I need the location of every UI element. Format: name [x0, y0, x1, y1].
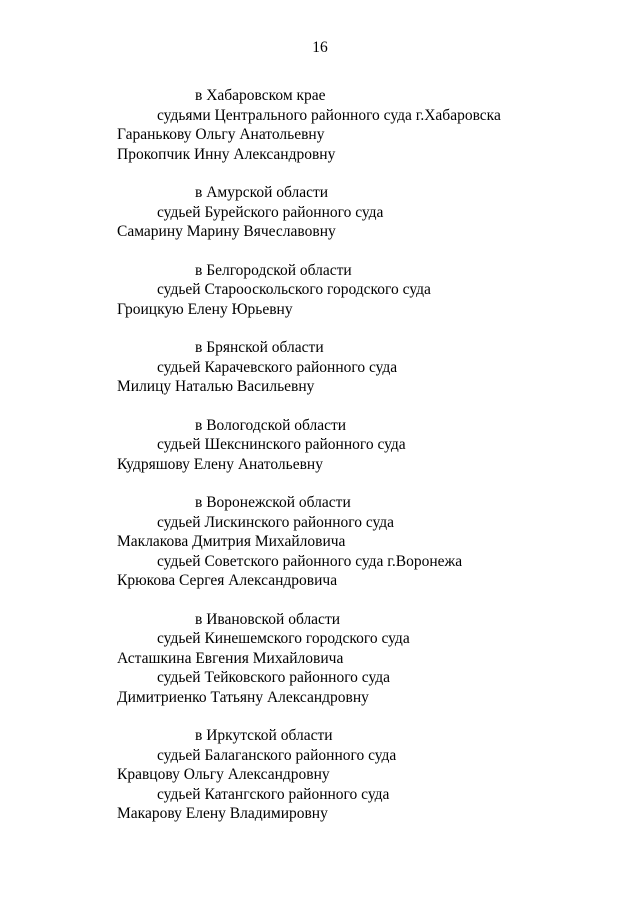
- judge-name: Асташкина Евгения Михайловича: [117, 650, 344, 667]
- court-line: судьями Центрального районного суда г.Хабаровска: [157, 107, 501, 124]
- judge-name: Самарину Марину Вячеславовну: [117, 223, 336, 240]
- judge-name: Маклакова Дмитрия Михайловича: [117, 533, 346, 550]
- page-number: 16: [312, 39, 328, 56]
- court-line: судьей Шекснинского районного суда: [157, 436, 406, 453]
- region-heading: в Иркутской области: [195, 727, 333, 744]
- judge-name: Гроицкую Елену Юрьевну: [117, 301, 293, 318]
- court-line: судьей Лискинского районного суда: [157, 514, 395, 531]
- region-heading: в Воронежской области: [195, 494, 351, 511]
- court-line: судьей Катангского районного суда: [157, 786, 390, 803]
- judge-name: Крюкова Сергея Александровича: [117, 572, 338, 589]
- court-line: судьей Тейковского районного суда: [157, 669, 391, 686]
- judge-name: Прокопчик Инну Александровну: [117, 146, 336, 163]
- region-heading: в Брянской области: [195, 339, 324, 356]
- judge-name: Макарову Елену Владимировну: [117, 805, 328, 822]
- judge-name: Гаранькову Ольгу Анатольевну: [117, 126, 325, 143]
- court-line: судьей Кинешемского городского суда: [157, 630, 410, 647]
- court-line: судьей Балаганского районного суда: [157, 747, 397, 764]
- judge-name: Кудряшову Елену Анатольевну: [117, 456, 323, 473]
- region-heading: в Белгородской области: [195, 262, 352, 279]
- judge-name: Димитриенко Татьяну Александровну: [117, 689, 369, 706]
- court-line: судьей Бурейского районного суда: [157, 204, 384, 221]
- judge-name: Кравцову Ольгу Александровну: [117, 766, 330, 783]
- court-line: судьей Советского районного суда г.Воронежа: [157, 553, 463, 570]
- region-heading: в Хабаровском крае: [195, 87, 326, 104]
- court-line: судьей Старооскольского городского суда: [157, 281, 431, 298]
- judge-name: Милицу Наталью Васильевну: [117, 378, 315, 395]
- court-line: судьей Карачевского районного суда: [157, 359, 398, 376]
- region-heading: в Амурской области: [195, 184, 329, 201]
- region-heading: в Ивановской области: [195, 611, 341, 628]
- region-heading: в Вологодской области: [195, 417, 347, 434]
